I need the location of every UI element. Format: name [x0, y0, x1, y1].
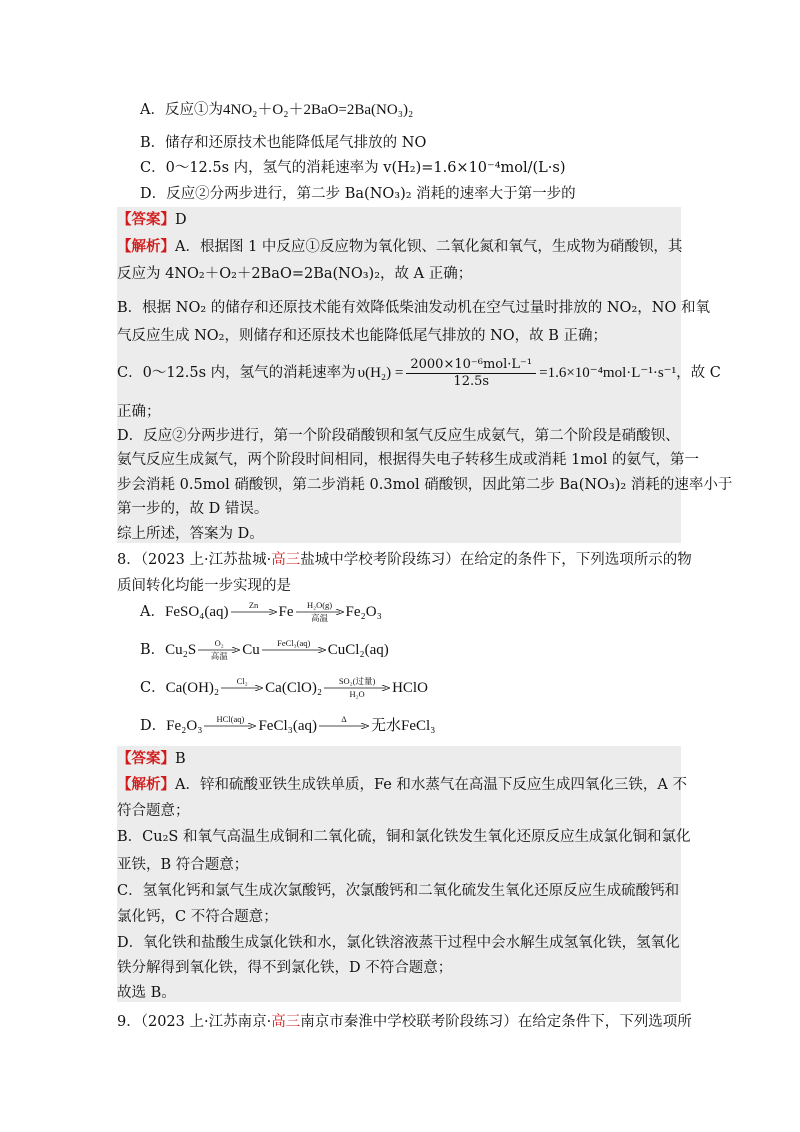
reaction-arrow: SO₂(过量) H₂O: [324, 677, 390, 699]
rate-numerator: 2000×10⁻⁶mol·L⁻¹: [406, 357, 536, 374]
q8-analysis-line-5: C．氢氧化钙和氯气生成次氯酸钙，次氯酸钙和二氧化硫发生氧化还原反应生成硫酸钙和: [117, 883, 680, 899]
q8-analysis-line-4: 亚铁，B 符合题意；: [117, 857, 249, 873]
question-9-stem: 9．（2023 上·江苏南京·高三南京市秦淮中学校联考阶段练习）在给定条件下，下列选项所: [117, 1014, 692, 1030]
reaction-arrow: HCl(aq): [204, 715, 256, 737]
analysis-line-4: 气反应生成 NO₂，则储存和还原技术也能降低尾气排放的 NO，故 B 正确；: [117, 328, 608, 344]
analysis-line-3: B．根据 NO₂ 的储存和还原技术能有效降低柴油发动机在空气过量时排放的 NO₂，NO 和氧: [117, 300, 710, 316]
q8-analysis-line-2: 符合题意；: [117, 803, 190, 819]
reaction-arrow: Zn: [231, 601, 277, 623]
option-d: D．反应②分两步进行，第二步 Ba(NO₃)₂ 消耗的速率大于第一步的: [140, 186, 576, 202]
question-8-stem-line-2: 质间转化均能一步实现的是: [117, 578, 291, 594]
q8-option-c: C． Ca(OH)₂ Cl₂ Ca(ClO)₂ SO₂(过量) H₂O HClO: [140, 676, 428, 699]
reaction-arrow: Δ: [319, 715, 369, 737]
answer-value: D: [175, 212, 187, 228]
q8-option-b: B． Cu₂S O₂ 高温 Cu FeCl₃(aq) CuCl₂(aq): [140, 638, 389, 661]
q8-option-a: A． FeSO₄(aq) Zn Fe H₂O(g) 高温 Fe₂O₃: [140, 600, 382, 623]
reaction-arrow: Cl₂: [221, 677, 263, 699]
rate-fraction: [406, 357, 536, 390]
option-a-text: A．反应①为: [140, 102, 223, 118]
q8-analysis-line-6: 氯化钙，C 不符合题意；: [117, 909, 278, 925]
analysis-line-10: 第一步的，故 D 错误。: [117, 501, 269, 517]
rate-denominator: 12.5s: [453, 373, 490, 389]
analysis-tag: 【解析】: [117, 238, 175, 255]
answer-line: [117, 210, 187, 230]
q8-analysis-line-7: D．氧化铁和盐酸生成氯化铁和水，氯化铁溶液蒸干过程中会水解生成氢氧化铁，氢氧化: [117, 935, 680, 951]
answer-tag: 【答案】: [117, 211, 175, 228]
option-b: B．储存和还原技术也能降低尾气排放的 NO: [140, 135, 427, 151]
rate-lhs: υ(H₂) =: [357, 365, 404, 381]
question-8-stem: 8．（2023 上·江苏盐城·高三盐城中学校考阶段练习）在给定的条件下，下列选项所示的物: [117, 552, 692, 568]
rate-rhs: =1.6×10⁻⁴mol·L⁻¹·s⁻¹: [539, 365, 677, 381]
q8-option-d: D． Fe₂O₃ HCl(aq) FeCl₃(aq) Δ 无水FeCl₃: [140, 714, 435, 738]
q8-answer-line: 【答案】B: [117, 750, 186, 767]
option-c: C．0～12.5s 内，氢气的消耗速率为 v(H₂)=1.6×10⁻⁴mol/(L·s): [140, 160, 566, 176]
q8-analysis-line-9: 故选 B。: [117, 985, 176, 1001]
analysis-line-7: D．反应②分两步进行，第一个阶段硝酸钡和氢气反应生成氨气，第二个阶段是硝酸钡、: [117, 428, 680, 444]
analysis-line-6: 正确；: [117, 404, 161, 420]
option-a-formula: 4NO₂＋O₂＋2BaO=2Ba(NO₃)₂: [222, 102, 414, 118]
analysis-line-5: C．0～12.5s 内，氢气的消耗速率为 υ(H₂) = $\frac{\text{2000×10⁻⁶mol·L⁻¹}}{12.5s}$ =1.6×10⁻⁴mol·L⁻¹·s⁻¹ ，故 C: [117, 356, 721, 389]
analysis-line-1: 【解析】A．根据图 1 中反应①反应物为氧化钡、二氧化氮和氧气，生成物为硝酸钡，其: [117, 238, 683, 255]
analysis-line-9: 步会消耗 0.5mol 硝酸钡，第二步消耗 0.3mol 硝酸钡，因此第二步 Ba(NO₃)₂ 消耗的速率小于: [117, 477, 733, 493]
reaction-arrow: O₂ 高温: [198, 639, 240, 661]
analysis-line-8: 氨气反应生成氮气，两个阶段时间相同，根据得失电子转移生成或消耗 1mol 的氨气，第一: [117, 452, 700, 468]
q8-analysis-line-1: 【解析】A．锌和硫酸亚铁生成铁单质，Fe 和水蒸气在高温下反应生成四氧化三铁，A 不: [117, 776, 688, 793]
option-a: [140, 100, 413, 120]
reaction-arrow: H₂O(g) 高温: [296, 601, 344, 623]
q8-analysis-line-8: 铁分解得到氧化铁，得不到氯化铁，D 不符合题意；: [117, 960, 453, 976]
q8-analysis-line-3: B．Cu₂S 和氧气高温生成铜和二氧化硫，铜和氯化铁发生氧化还原反应生成氯化铜和氯化: [117, 829, 691, 845]
analysis-line-2: 反应为 4NO₂＋O₂＋2BaO=2Ba(NO₃)₂，故 A 正确；: [117, 266, 473, 282]
analysis-line-11: 综上所述，答案为 D。: [117, 526, 264, 542]
reaction-arrow: FeCl₃(aq): [262, 639, 326, 661]
